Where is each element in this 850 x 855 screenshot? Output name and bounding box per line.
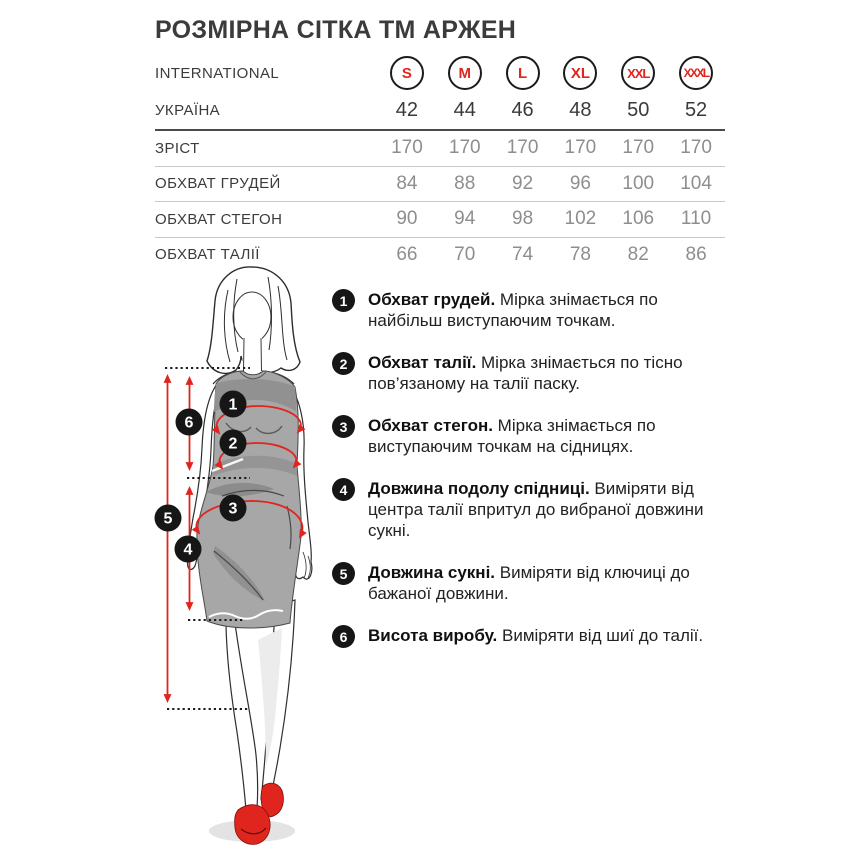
size-circle: [563, 56, 597, 90]
size-cell-ukraine: 52: [684, 99, 708, 121]
face: [233, 292, 271, 342]
value-cell: 104: [680, 172, 712, 194]
value-cell: 98: [512, 208, 534, 230]
legend-item-5: [332, 562, 732, 604]
marker-dress-length: [155, 505, 182, 532]
value-cell: 106: [622, 208, 655, 230]
svg-text:6: 6: [184, 414, 194, 432]
value-cell: 82: [627, 243, 649, 265]
legend-title: Обхват грудей.: [368, 290, 496, 309]
value-cell: 100: [622, 172, 655, 194]
table-row-international: [155, 54, 725, 92]
page-title: РОЗМІРНА СІТКА ТМ АРЖЕН: [155, 16, 517, 44]
value-cell: 170: [448, 137, 481, 159]
size-circle: [506, 56, 540, 90]
legend-text: Довжина подолу спідниці. Виміряти від центра талії впритул до вибраної довжини сукні.: [368, 479, 704, 540]
marker-product-height: [176, 409, 203, 436]
legend-item-6: [332, 625, 732, 648]
size-cell-ukraine: 42: [395, 99, 419, 121]
legend-number: 1: [332, 289, 355, 312]
size-circle: [390, 56, 424, 90]
legend-title: Висота виробу.: [368, 626, 498, 645]
size-cell-ukraine: 48: [569, 99, 592, 121]
table-row: [155, 202, 725, 238]
legend-text: Обхват грудей. Мірка знімається по найбільш виступаючим точкам.: [368, 290, 658, 330]
table-row-ukraine: [155, 92, 725, 129]
row-label: ОБХВАТ СТЕГОН: [155, 210, 283, 228]
value-cell: 170: [506, 137, 539, 159]
size-letter: S: [401, 64, 412, 82]
value-cell: 84: [396, 172, 418, 194]
size-circle: [621, 56, 655, 90]
table-row: [155, 131, 725, 167]
value-cell: 86: [685, 243, 707, 265]
value-cell: 74: [512, 243, 534, 265]
marker-bust: [220, 391, 247, 418]
figure-illustration: [140, 262, 340, 850]
size-circle: [679, 56, 713, 90]
size-letter: XXL: [627, 65, 650, 81]
svg-text:3: 3: [228, 500, 238, 518]
row-label-ukraine: УКРАЇНА: [155, 102, 221, 119]
marker-hips: [220, 495, 247, 522]
row-label-international: INTERNATIONAL: [155, 64, 280, 82]
value-cell: 92: [512, 172, 534, 194]
value-cell: 96: [569, 172, 591, 194]
legend-item-2: [332, 352, 732, 394]
legend-number: 3: [332, 415, 355, 438]
row-label: ОБХВАТ ГРУДЕЙ: [155, 175, 281, 193]
size-cell-ukraine: 50: [627, 99, 650, 121]
legend-number: 4: [332, 478, 355, 501]
legend-title: Довжина подолу спідниці.: [368, 479, 590, 498]
legend-title: Обхват талії.: [368, 353, 477, 372]
table-row: [155, 167, 725, 203]
legend-text: Довжина сукні. Виміряти від ключиці до бажаної довжини.: [368, 563, 690, 603]
value-cell: 88: [454, 172, 476, 194]
row-label: ЗРІСТ: [155, 139, 200, 157]
legend-title: Довжина сукні.: [368, 563, 496, 582]
size-letter: M: [458, 64, 471, 82]
size-cell-international: [551, 56, 609, 90]
value-cell: 110: [680, 208, 712, 230]
size-cell-international: [494, 56, 552, 90]
legend-text: Обхват стегон. Мірка знімається по виступаючим точкам на сідницях.: [368, 416, 656, 456]
size-letter: XL: [570, 64, 590, 82]
size-cell-international: [436, 56, 494, 90]
legend-number: 2: [332, 352, 355, 375]
size-cell-international: [609, 56, 667, 90]
svg-text:2: 2: [228, 435, 238, 453]
size-letter: XXXL: [683, 66, 709, 80]
legend-item-3: [332, 415, 732, 457]
svg-text:5: 5: [163, 510, 173, 528]
size-cell-ukraine: 44: [453, 99, 476, 121]
size-circle: [448, 56, 482, 90]
legs: [226, 600, 295, 810]
legend-text: Обхват талії. Мірка знімається по тісно пов’язаному на талії паску.: [368, 353, 683, 393]
value-cell: 170: [680, 137, 712, 159]
size-cell-international: [378, 56, 436, 90]
legend-item-1: [332, 289, 732, 331]
legend-item-4: [332, 478, 732, 541]
size-table: [155, 54, 725, 272]
value-cell: 66: [396, 243, 418, 265]
row-label: ОБХВАТ ТАЛІЇ: [155, 246, 260, 264]
svg-text:1: 1: [228, 396, 238, 414]
value-cell: 94: [454, 208, 476, 230]
value-cell: 170: [564, 137, 597, 159]
figure-svg: [140, 262, 340, 850]
value-cell: 78: [569, 243, 591, 265]
size-letter: L: [517, 64, 528, 82]
value-cell: 170: [622, 137, 655, 159]
measurement-legend: [332, 289, 732, 648]
legend-number: 6: [332, 625, 355, 648]
legend-title: Обхват стегон.: [368, 416, 493, 435]
value-cell: 102: [564, 208, 597, 230]
marker-skirt-length: [175, 536, 202, 563]
value-cell: 170: [391, 137, 423, 159]
legend-number: 5: [332, 562, 355, 585]
size-cell-ukraine: 46: [511, 99, 534, 121]
legend-text: Висота виробу. Виміряти від шиї до талії.: [368, 626, 704, 645]
marker-waist: [220, 430, 247, 457]
value-cell: 90: [396, 208, 418, 230]
svg-text:4: 4: [183, 541, 193, 559]
value-cell: 70: [454, 243, 476, 265]
size-cell-international: [667, 56, 725, 90]
